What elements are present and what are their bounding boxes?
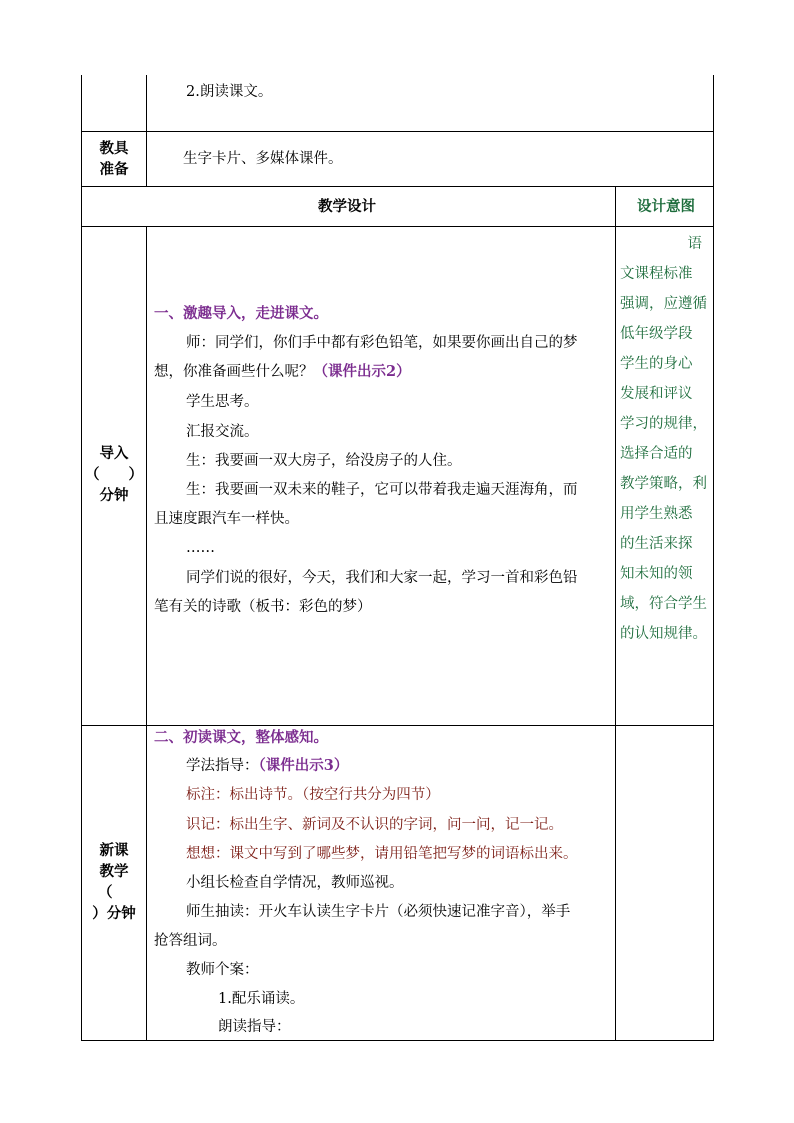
intro-p1-line2: 想，你准备画些什么呢？（课件出示2） <box>154 363 411 380</box>
intro-p6: …… <box>186 540 215 556</box>
equipment-label: 教具 准备 <box>99 140 129 178</box>
col-line-intent <box>615 186 616 1041</box>
row-line-newlesson-top <box>81 725 714 726</box>
intro-label: 导入 （ ） 分钟 <box>85 445 143 504</box>
intent-text: 语 文课程标准 强调，应遵循 低年级学段 学生的身心 发展和评议 学习的规律， 选择合适的 教学策略，利 用学生熟悉 的生活来探 知未知的领 域，符合学生 的认知规律。 <box>620 236 707 642</box>
check-step: 小组长检查自学情况，教师巡视。 <box>186 875 404 891</box>
col-line-label-lower <box>146 226 147 1041</box>
row-line-header-top <box>81 186 714 187</box>
intro-p1-line1: 师：同学们，你们手中都有彩色铅笔，如果要你画出自己的梦 <box>186 335 578 351</box>
newlesson-label: 新课 教学 （ ）分钟 <box>92 842 136 922</box>
teacher-case: 教师个案： <box>186 962 259 978</box>
item-1: 1.配乐诵读。 <box>218 991 305 1007</box>
intro-p5-line1: 生：我要画一双未来的鞋子，它可以带着我走遍天涯海角，而 <box>186 482 578 498</box>
newlesson-heading: 二、初读课文，整体感知。 <box>154 729 328 746</box>
intro-p3: 汇报交流。 <box>186 424 259 440</box>
courseware-tag-3: （课件出示3） <box>258 757 349 774</box>
equipment-content: 生字卡片、多媒体课件。 <box>183 151 343 167</box>
row-line-equipment-top <box>81 131 714 132</box>
design-header: 教学设计 <box>318 198 376 215</box>
col-line-right <box>713 75 714 1041</box>
drill-line2: 抢答组词。 <box>154 933 227 949</box>
intro-p7-line2: 笔有关的诗歌（板书：彩色的梦） <box>154 599 372 615</box>
reading-item: 2.朗读课文。 <box>186 84 273 100</box>
drill-line1: 师生抽读：开火车认读生字卡片（必须快速记准字音），举手 <box>186 904 571 920</box>
row-line-intro-top <box>81 226 714 227</box>
reading-guidance: 朗读指导： <box>218 1019 291 1035</box>
intro-p4: 生：我要画一双大房子，给没房子的人住。 <box>186 453 462 469</box>
mark-step: 标注：标出诗节。（按空行共分为四节） <box>186 787 440 803</box>
think-step: 想想：课文中写到了哪些梦，请用铅笔把写梦的词语标出来。 <box>186 846 578 862</box>
remember-step: 识记：标出生字、新词及不认识的字词，问一问，记一记。 <box>186 817 563 833</box>
intro-p7-line1: 同学们说的很好，今天，我们和大家一起，学习一首和彩色铅 <box>186 570 578 586</box>
intent-header: 设计意图 <box>637 198 695 215</box>
courseware-tag-2: （课件出示2） <box>313 363 411 380</box>
intro-p2: 学生思考。 <box>186 394 259 410</box>
intro-p5-line2: 且速度跟汽车一样快。 <box>154 511 299 527</box>
col-line-label <box>146 75 147 187</box>
study-guide: 学法指导：（课件出示3） <box>186 757 349 774</box>
row-line-bottom <box>81 1040 714 1041</box>
intro-heading: 一、激趣导入，走进课文。 <box>154 305 328 322</box>
